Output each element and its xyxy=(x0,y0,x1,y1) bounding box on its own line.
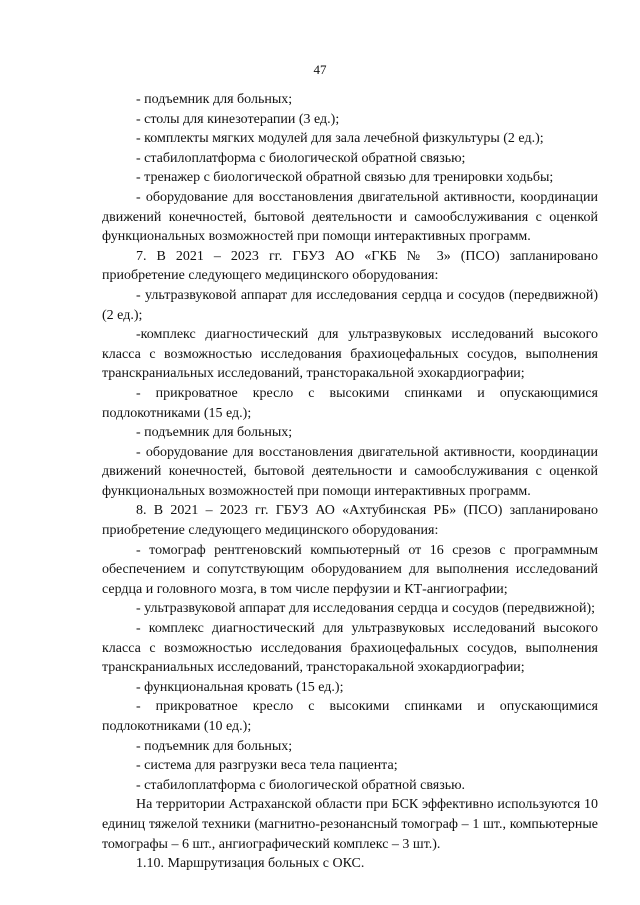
paragraph: - прикроватное кресло с высокими спинками и опускающимися подлокотниками (10 ед.); xyxy=(102,699,598,734)
paragraph: - прикроватное кресло с высокими спинками и опускающимися подлокотниками (15 ед.); xyxy=(102,385,598,421)
paragraph: - стабилоплатформа с биологической обратной связью; xyxy=(136,150,466,166)
paragraph: - тренажер с биологической обратной связью для тренировки ходьбы; xyxy=(136,170,554,186)
page-number: 47 xyxy=(313,62,327,77)
paragraph: На территории Астраханской области при БСК эффективно используются 10 единиц тяжелой техники (магнитно-резонансный томограф – 1 шт., компьютерные томографы – 6 шт., ангиографический комплекс – 3 шт.). xyxy=(102,797,598,852)
paragraph: - система для разгрузки веса тела пациента; xyxy=(136,758,398,774)
paragraph: - стабилоплатформа с биологической обратной связью. xyxy=(136,777,466,793)
paragraph: - оборудование для восстановления двигательной активности, координации движений конечностей, бытовой деятельности и самообслуживания с оценкой функциональных возможностей при помощи интерактивных программ. xyxy=(102,444,598,499)
paragraph: - ультразвуковой аппарат для исследования сердца и сосудов (передвижной); xyxy=(136,601,596,617)
paragraph: 8. В 2021 – 2023 гг. ГБУЗ АО «Ахтубинская РБ» (ПСО) запланировано приобретение следующего медицинского оборудования: xyxy=(102,503,598,539)
paragraph: - оборудование для восстановления двигательной активности, координации движений конечностей, бытовой деятельности и самообслуживания с оценкой функциональных возможностей при помощи интерактивных программ. xyxy=(102,189,598,245)
document-body xyxy=(102,90,598,874)
paragraph: 7. В 2021 – 2023 гг. ГБУЗ АО «ГКБ № 3» (ПСО) запланировано приобретение следующего медицинского оборудования: xyxy=(102,248,598,284)
paragraph: - комплекс диагностический для ультразвуковых исследований высокого класса с возможностью исследования брахиоцефальных сосудов, выполнения транскраниальных исследований, трансторакальной эхокардиографии; xyxy=(102,621,598,676)
paragraph: - комплекты мягких модулей для зала лечебной физкультуры (2 ед.); xyxy=(136,131,544,147)
paragraph: - подъемник для больных; xyxy=(136,738,293,754)
paragraph: - подъемник для больных; xyxy=(136,92,293,107)
paragraph: - функциональная кровать (15 ед.); xyxy=(136,679,344,695)
paragraph: - томограф рентгеновский компьютерный от 16 срезов с программным обеспечением и сопутствующим оборудованием для выполнения исследований сердца и головного мозга, в том числе перфузии и КТ-ангиографии; xyxy=(102,542,598,597)
paragraph: -комплекс диагностический для ультразвуковых исследований высокого класса с возможностью исследования брахиоцефальных сосудов, выполнения транскраниальных исследований, трансторакальной эхокардиографии; xyxy=(102,327,598,382)
paragraph: - столы для кинезотерапии (3 ед.); xyxy=(136,111,340,127)
paragraph: 1.10. Маршрутизация больных с ОКС. xyxy=(136,856,365,872)
paragraph: - ультразвуковой аппарат для исследования сердца и сосудов (передвижной) (2 ед.); xyxy=(102,287,598,323)
paragraph: - подъемник для больных; xyxy=(136,425,293,441)
